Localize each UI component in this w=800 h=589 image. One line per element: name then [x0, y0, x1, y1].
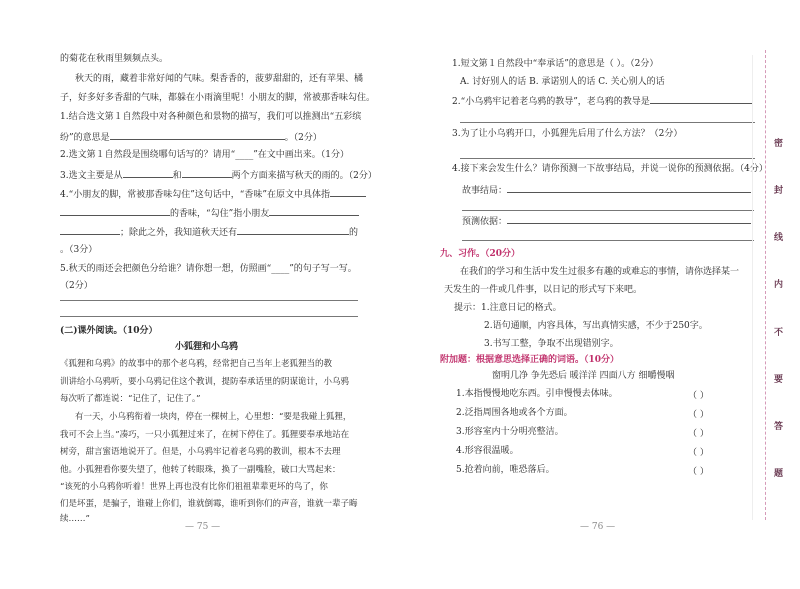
passage-line: 他。小狐狸看你要失望了，他转了转眼珠，换了一副嘴脸，破口大骂起来：	[60, 465, 341, 475]
bonus-item: 3.形容室内十分明亮整洁。	[456, 427, 564, 437]
passage-line: 训讲给小乌鸦听，要小乌鸦记住这个教训，提防奉承话里的阴谋诡计，小乌鸦	[60, 377, 350, 387]
binding-char: 要	[774, 375, 784, 385]
binding-char: 封	[774, 186, 784, 196]
reading-question-2: 2.“小乌鸦牢记着老乌鸦的教导”，老乌鸦的教导是	[452, 94, 752, 108]
passage-line: 《狐狸和乌鸦》的故事中的那个老乌鸦，经常把自己当年上老狐狸当的教	[60, 359, 333, 369]
section-2-heading: (二)课外阅读。（10分）	[60, 326, 158, 336]
tip: 提示：1.注意日记的格式。	[454, 303, 562, 313]
passage-line: 每次听了都连说：“记住了，记住了。”	[60, 394, 201, 404]
binding-char: 密	[774, 139, 784, 149]
binding-char: 线	[774, 233, 784, 243]
answer-line[interactable]	[60, 300, 358, 301]
writing-prompt: 天发生的一件或几件事，以日记的形式写下来吧。	[444, 285, 643, 295]
text-line: 的菊花在秋雨里频频点头。	[60, 54, 169, 64]
binding-char: 答	[774, 422, 784, 432]
binding-char: 不	[774, 328, 784, 338]
answer-blank[interactable]	[110, 130, 285, 140]
answer-blank[interactable]	[507, 214, 751, 224]
right-page	[400, 0, 800, 589]
text-line: 子，好多好多香甜的气味，都躲在小雨滴里呢！小朋友的脚，常被那香味勾住。	[60, 93, 376, 103]
binding-char: 内	[774, 280, 784, 290]
prediction-basis-label: 预测依据：	[462, 214, 751, 228]
section-9-heading: 九、习作。（20分）	[440, 249, 521, 259]
answer-blank[interactable]	[237, 225, 349, 235]
answer-parens[interactable]: （ ）	[688, 429, 709, 439]
answer-line[interactable]	[60, 316, 358, 317]
passage-line: 树旁，甜言蜜语地说开了。但是，小乌鸦牢记着老乌鸦的教训，根本不去理	[60, 447, 341, 457]
answer-line[interactable]	[460, 158, 755, 159]
question-4: 4.“小朋友的脚，常被那香味勾住”这句话中，“香味”在原文中具体指	[60, 187, 366, 201]
question-5: 5.秋天的雨还会把颜色分给谁？请你想一想，仿照画“____”的句子写一写。	[60, 264, 357, 274]
page-number: — 76 —	[580, 522, 616, 532]
text-line: 秋天的雨，藏着非常好闻的气味。梨香香的，菠萝甜甜的，还有苹果、橘	[75, 74, 364, 84]
answer-line[interactable]	[460, 122, 755, 123]
bonus-heading: 附加题：根据意思选择正确的词语。（10分）	[440, 355, 620, 365]
answer-parens[interactable]: （ ）	[688, 410, 709, 420]
bonus-item: 2.泛指周围各地或各个方面。	[456, 408, 573, 418]
passage-title: 小狐狸和小乌鸦	[175, 342, 239, 352]
question-4-line2: 的香味，“勾住”指小朋友	[60, 206, 359, 220]
answer-line[interactable]	[462, 240, 754, 241]
tip: 2.语句通顺，内容具体，写出真情实感，不少于250字。	[484, 321, 708, 331]
answer-blank[interactable]	[650, 94, 752, 104]
passage-line: “该死的小乌鸦你听着！世界上再也没有比你们祖祖辈辈更坏的鸟了，你	[60, 482, 328, 492]
answer-blank[interactable]	[123, 168, 173, 178]
word-bank: 窗明几净 争先恐后 暖洋洋 四面八方 细嚼慢咽	[492, 371, 675, 381]
reading-question-1: 1.短文第１自然段中“奉承话”的意思是（ ）。（2分）	[452, 59, 659, 69]
answer-blank[interactable]	[330, 187, 366, 197]
answer-blank[interactable]	[60, 206, 170, 216]
question-1-cont: 纷”的意思是 。（2分）	[60, 130, 322, 144]
passage-line: 们是坏蛋，是骗子，谁碰上你们，谁就倒霉，谁听到你们的声音，谁就一辈子晦	[60, 499, 358, 509]
passage-line: 有一天，小乌鸦衔着一块肉，停在一棵树上，心里想：“要是我碰上狐狸，	[75, 412, 352, 422]
reading-question-1-options: A. 讨好别人的话 B. 承诺别人的话 C. 关心别人的话	[460, 77, 665, 87]
passage-line: 我可不会上当。”凑巧，一只小狐狸过来了，在树下停住了。狐狸要奉承地站在	[60, 430, 350, 440]
bonus-item: 1.本指慢慢地吃东西。引申慢慢去体味。	[456, 389, 618, 399]
answer-line[interactable]	[462, 210, 754, 211]
answer-blank[interactable]	[507, 183, 751, 193]
bonus-item: 4.形容很温暖。	[456, 446, 519, 456]
question-4-line4: 。（3分）	[60, 245, 98, 255]
answer-parens[interactable]: （ ）	[688, 448, 709, 458]
writing-prompt: 在我们的学习和生活中发生过很多有趣的或难忘的事情，请你选择某一	[460, 267, 740, 277]
question-4-line3: ；除此之外，我知道秋天还有 的	[60, 225, 358, 239]
story-ending-label: 故事结局：	[462, 183, 751, 197]
question-1: 1.结合选文第１自然段中对各种颜色和景物的描写，我们可以推测出“五彩缤	[60, 112, 362, 122]
tip: 3.书写工整，争取不出现错别字。	[484, 339, 619, 349]
binding-gutter	[752, 55, 753, 520]
question-2: 2.选文第１自然段是围绕哪句话写的？请用“____”在文中画出来。（1分）	[60, 150, 350, 160]
answer-blank[interactable]	[182, 168, 232, 178]
passage-line: 续……”	[60, 514, 90, 524]
reading-question-3: 3.为了让小乌鸦开口，小狐狸先后用了什么方法？（2分）	[452, 129, 683, 139]
page-number: — 75 —	[185, 522, 221, 532]
binding-char: 题	[774, 469, 784, 479]
bonus-item: 5.抢着向前，唯恐落后。	[456, 465, 555, 475]
answer-parens[interactable]: （ ）	[688, 391, 709, 401]
question-3: 3.选文主要是从 和 两个方面来描写秋天的雨的。（2分）	[60, 168, 377, 182]
answer-blank[interactable]	[269, 206, 359, 216]
reading-question-4: 4.接下来会发生什么？请你预测一下故事结局，并说一说你的预测依据。（4分）	[452, 164, 768, 174]
answer-parens[interactable]: （ ）	[688, 467, 709, 477]
question-5-score: （2分）	[60, 281, 93, 291]
binding-strip	[765, 50, 794, 520]
answer-blank[interactable]	[60, 225, 120, 235]
